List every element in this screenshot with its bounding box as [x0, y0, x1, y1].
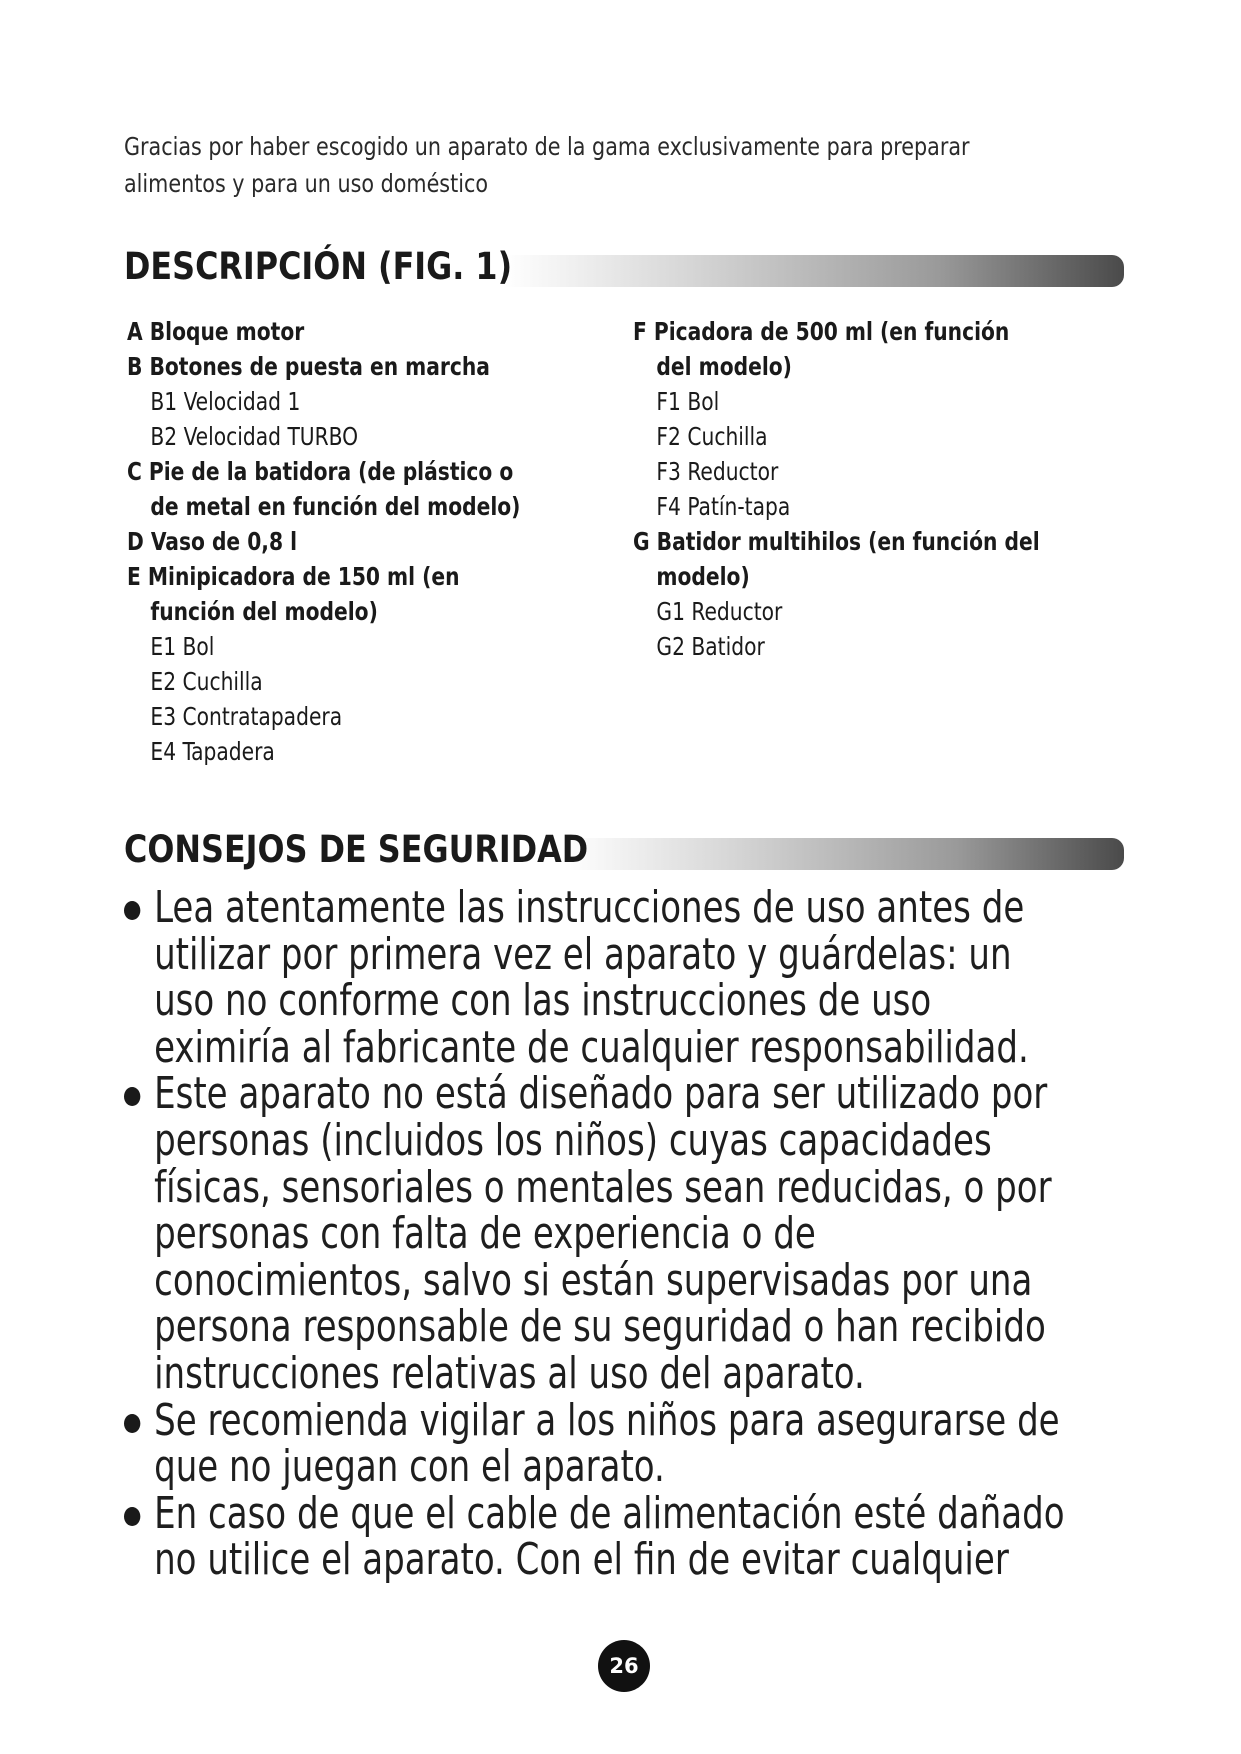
safety-line: Se recomienda vigilar a los niños para asegurarse de	[124, 1398, 1027, 1445]
safety-title: CONSEJOS DE SEGURIDAD	[124, 828, 589, 871]
safety-line: no utilice el aparato. Con el fin de evitar cualquier	[154, 1534, 1009, 1586]
safety-line: eximiría al fabricante de cualquier responsabilidad.	[154, 1021, 1029, 1073]
intro-line: Gracias por haber escogido un aparato de la gama exclusivamente para preparar	[124, 132, 970, 161]
bullet-icon	[124, 1507, 140, 1526]
description-header	[124, 243, 1124, 291]
parts-subitem: G2 Batidor	[656, 632, 765, 661]
parts-item-continuation: modelo)	[656, 562, 750, 591]
safety-line: personas con falta de experiencia o de	[154, 1208, 816, 1260]
parts-subitem: E3 Contratapadera	[150, 702, 343, 731]
bullet-icon	[124, 1414, 140, 1433]
parts-subitem: B1 Velocidad 1	[150, 387, 301, 416]
parts-item: D Vaso de 0,8 l	[127, 527, 298, 556]
parts-item: C Pie de la batidora (de plástico o	[127, 457, 514, 486]
safety-line: conocimientos, salvo si están supervisadas por una	[154, 1254, 1033, 1306]
description-right-column	[633, 314, 1153, 664]
safety-line: que no juegan con el aparato.	[154, 1441, 665, 1493]
header-gradient-bar	[504, 255, 1124, 287]
parts-subitem: F3 Reductor	[656, 457, 779, 486]
parts-item: A Bloque motor	[127, 317, 305, 346]
description-title: DESCRIPCIÓN (FIG. 1)	[124, 245, 513, 288]
parts-item: E Minipicadora de 150 ml (en	[127, 562, 460, 591]
header-gradient-bar	[564, 838, 1124, 870]
safety-header	[124, 826, 1124, 874]
intro-paragraph	[124, 128, 1044, 202]
safety-line: instrucciones relativas al uso del aparato.	[154, 1347, 865, 1399]
safety-line: físicas, sensoriales o mentales sean reducidas, o por	[154, 1161, 1052, 1213]
parts-item: F Picadora de 500 ml (en función	[633, 317, 1010, 346]
parts-subitem: E2 Cuchilla	[150, 667, 263, 696]
safety-line: uso no conforme con las instrucciones de uso	[154, 975, 932, 1027]
parts-item: B Botones de puesta en marcha	[127, 352, 490, 381]
parts-subitem: F4 Patín-tapa	[656, 492, 791, 521]
parts-item: G Batidor multihilos (en función del	[633, 527, 1040, 556]
page-number-badge: 26	[598, 1640, 650, 1692]
parts-subitem: E1 Bol	[150, 632, 215, 661]
safety-line: utilizar por primera vez el aparato y guárdelas: un	[154, 928, 1012, 980]
parts-item-continuation: de metal en función del modelo)	[150, 492, 521, 521]
parts-subitem: G1 Reductor	[656, 597, 783, 626]
safety-line: Lea atentamente las instrucciones de uso antes de	[124, 885, 1027, 932]
safety-line: En caso de que el cable de alimentación esté dañado	[124, 1491, 1027, 1538]
parts-item-continuation: función del modelo)	[150, 597, 378, 626]
parts-item-continuation: del modelo)	[656, 352, 792, 381]
intro-line: alimentos y para un uso doméstico	[124, 169, 488, 198]
safety-line: Este aparato no está diseñado para ser utilizado por	[124, 1071, 1027, 1118]
safety-line: personas (incluidos los niños) cuyas capacidades	[154, 1114, 992, 1166]
parts-subitem: F2 Cuchilla	[656, 422, 768, 451]
safety-line: persona responsable de su seguridad o han recibido	[154, 1301, 1046, 1353]
bullet-icon	[124, 901, 140, 920]
parts-subitem: F1 Bol	[656, 387, 720, 416]
description-left-column	[127, 314, 647, 769]
safety-list	[124, 882, 1174, 1586]
parts-subitem: E4 Tapadera	[150, 737, 275, 766]
bullet-icon	[124, 1087, 140, 1106]
parts-subitem: B2 Velocidad TURBO	[150, 422, 359, 451]
